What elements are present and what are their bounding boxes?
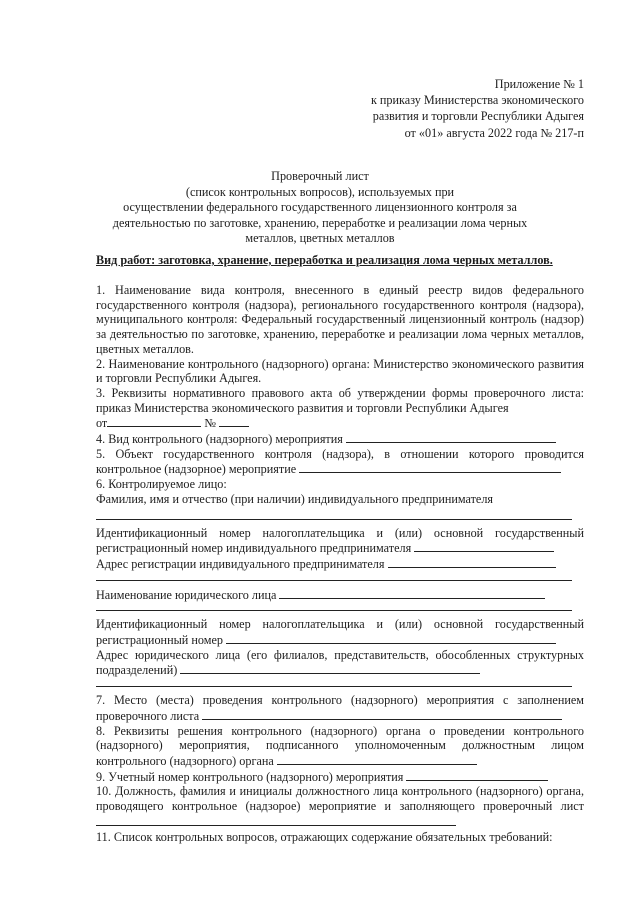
item-2-authority-name: 2. Наименование контрольного (надзорного) органа: Министерство экономического развития и торговли Республики Адыгея. (96, 356, 584, 386)
item-6-inn-ip (96, 526, 584, 556)
item-5-object (96, 447, 584, 477)
number-blank[interactable] (219, 415, 249, 427)
item-8-text: 8. Реквизиты решения контрольного (надзорного) органа о проведении контрольного (надзорного) мероприятия, подписанного уполномоченным должностным лицом контрольного (надзорного) органа (96, 723, 584, 768)
item-6-address-ip (96, 556, 584, 572)
item-3-text: 3. Реквизиты нормативного правового акта об утверждении формы проверочного листа: приказ Министерства экономического развития и торговли Республики Адыгея (96, 385, 584, 415)
object-blank[interactable] (299, 461, 561, 473)
item-6-controlled-person: 6. Контролируемое лицо: (96, 477, 227, 492)
item-6-name-ul (96, 587, 584, 603)
fio-blank[interactable] (96, 511, 572, 520)
decision-blank[interactable] (277, 753, 477, 765)
inn-ul-blank[interactable] (226, 632, 556, 644)
date-blank[interactable] (107, 415, 201, 427)
title-line-1: Проверочный лист (271, 169, 369, 183)
item-3-number-label: № (204, 416, 216, 431)
item-1-control-type: 1. Наименование вида контроля, внесенного в единый реестр видов федерального государственного контроля (надзора), регионального государственного контроля (надзора), муниципального контроля: Федеральный государственный лицензионный контроль (надзор) за деятельностью по заготовке, хранению, переработке и реализации лома черных металлов, цветных металлов. (96, 283, 584, 356)
official-blank[interactable] (96, 814, 456, 826)
address-ul-extra-blank[interactable] (96, 678, 572, 687)
name-ul-blank[interactable] (279, 587, 545, 599)
item-3-from-label: от (96, 416, 108, 431)
location-blank[interactable] (202, 708, 562, 720)
inn-ul-text: Идентификационный номер налогоплательщика и (или) основной государственный регистрационный номер (96, 617, 584, 648)
title-line-2: (список контрольных вопросов), используемых при (185, 184, 455, 199)
address-ul-text: Адрес юридического лица (его филиалов, представительств, обособленных структурных подразделений) (96, 647, 584, 678)
name-ul-extra-blank[interactable] (96, 602, 572, 611)
item-10-official (96, 784, 584, 829)
item-10-text: 10. Должность, фамилия и инициалы должностного лица контрольного (надзорного) органа, проводящего контрольное (надзорое) мероприятие и заполняющего проверочный лист (96, 784, 584, 814)
item-9-record-number (96, 769, 584, 785)
item-6-address-ul (96, 648, 584, 678)
item-4-event-type (96, 431, 584, 447)
item-9-text: 9. Учетный номер контрольного (надзорного) мероприятия (96, 769, 404, 784)
title-line-5: металлов, цветных металлов (245, 231, 395, 246)
address-ul-blank[interactable] (180, 662, 480, 674)
item-7-location (96, 693, 584, 723)
item-6-fio-label: Фамилия, имя и отчество (при наличии) индивидуального предпринимателя (96, 491, 494, 506)
inn-ip-text: Идентификационный номер налогоплательщика и (или) основной государственный регистрационный номер индивидуального предпринимателя (96, 525, 584, 556)
checklist-body (96, 283, 584, 844)
address-ip-extra-blank[interactable] (96, 572, 572, 581)
item-4-text: 4. Вид контрольного (надзорного) мероприятия (96, 432, 343, 447)
appendix-ministry-line: развития и торговли Республики Адыгея (372, 109, 584, 124)
item-6-inn-ul (96, 617, 584, 647)
appendix-number: Приложение № 1 (494, 77, 584, 91)
appendix-order-line: к приказу Министерства экономического (370, 93, 584, 108)
item-8-decision (96, 724, 584, 769)
record-number-blank[interactable] (406, 769, 548, 781)
work-type-heading: Вид работ: заготовка, хранение, переработка и реализация лома черных металлов. (96, 253, 553, 267)
appendix-date-line: от «01» августа 2022 года № 217-п (404, 125, 584, 140)
item-7-text: 7. Место (места) проведения контрольного (надзорного) мероприятия с заполнением проверочного листа (96, 693, 584, 723)
appendix-header (371, 76, 584, 141)
item-11-questions: 11. Список контрольных вопросов, отражающих содержание обязательных требований: (96, 829, 553, 844)
event-type-blank[interactable] (346, 431, 556, 443)
item-5-text: 5. Объект государственного контроля (надзора), в отношении которого проводится контрольное (надзорное) мероприятие (96, 446, 584, 477)
address-ip-blank[interactable] (388, 556, 556, 568)
name-ul-text: Наименование юридического лица (96, 587, 277, 602)
item-3-legal-act (96, 386, 584, 431)
title-line-4: деятельностью по заготовке, хранению, переработке и реализации лома черных (112, 215, 528, 230)
address-ip-text: Адрес регистрации индивидуального предпринимателя (96, 556, 385, 571)
title-line-3: осуществлении федерального государственного лицензионного контроля за (123, 200, 517, 215)
document-title (96, 169, 544, 247)
inn-ip-blank[interactable] (414, 540, 554, 552)
